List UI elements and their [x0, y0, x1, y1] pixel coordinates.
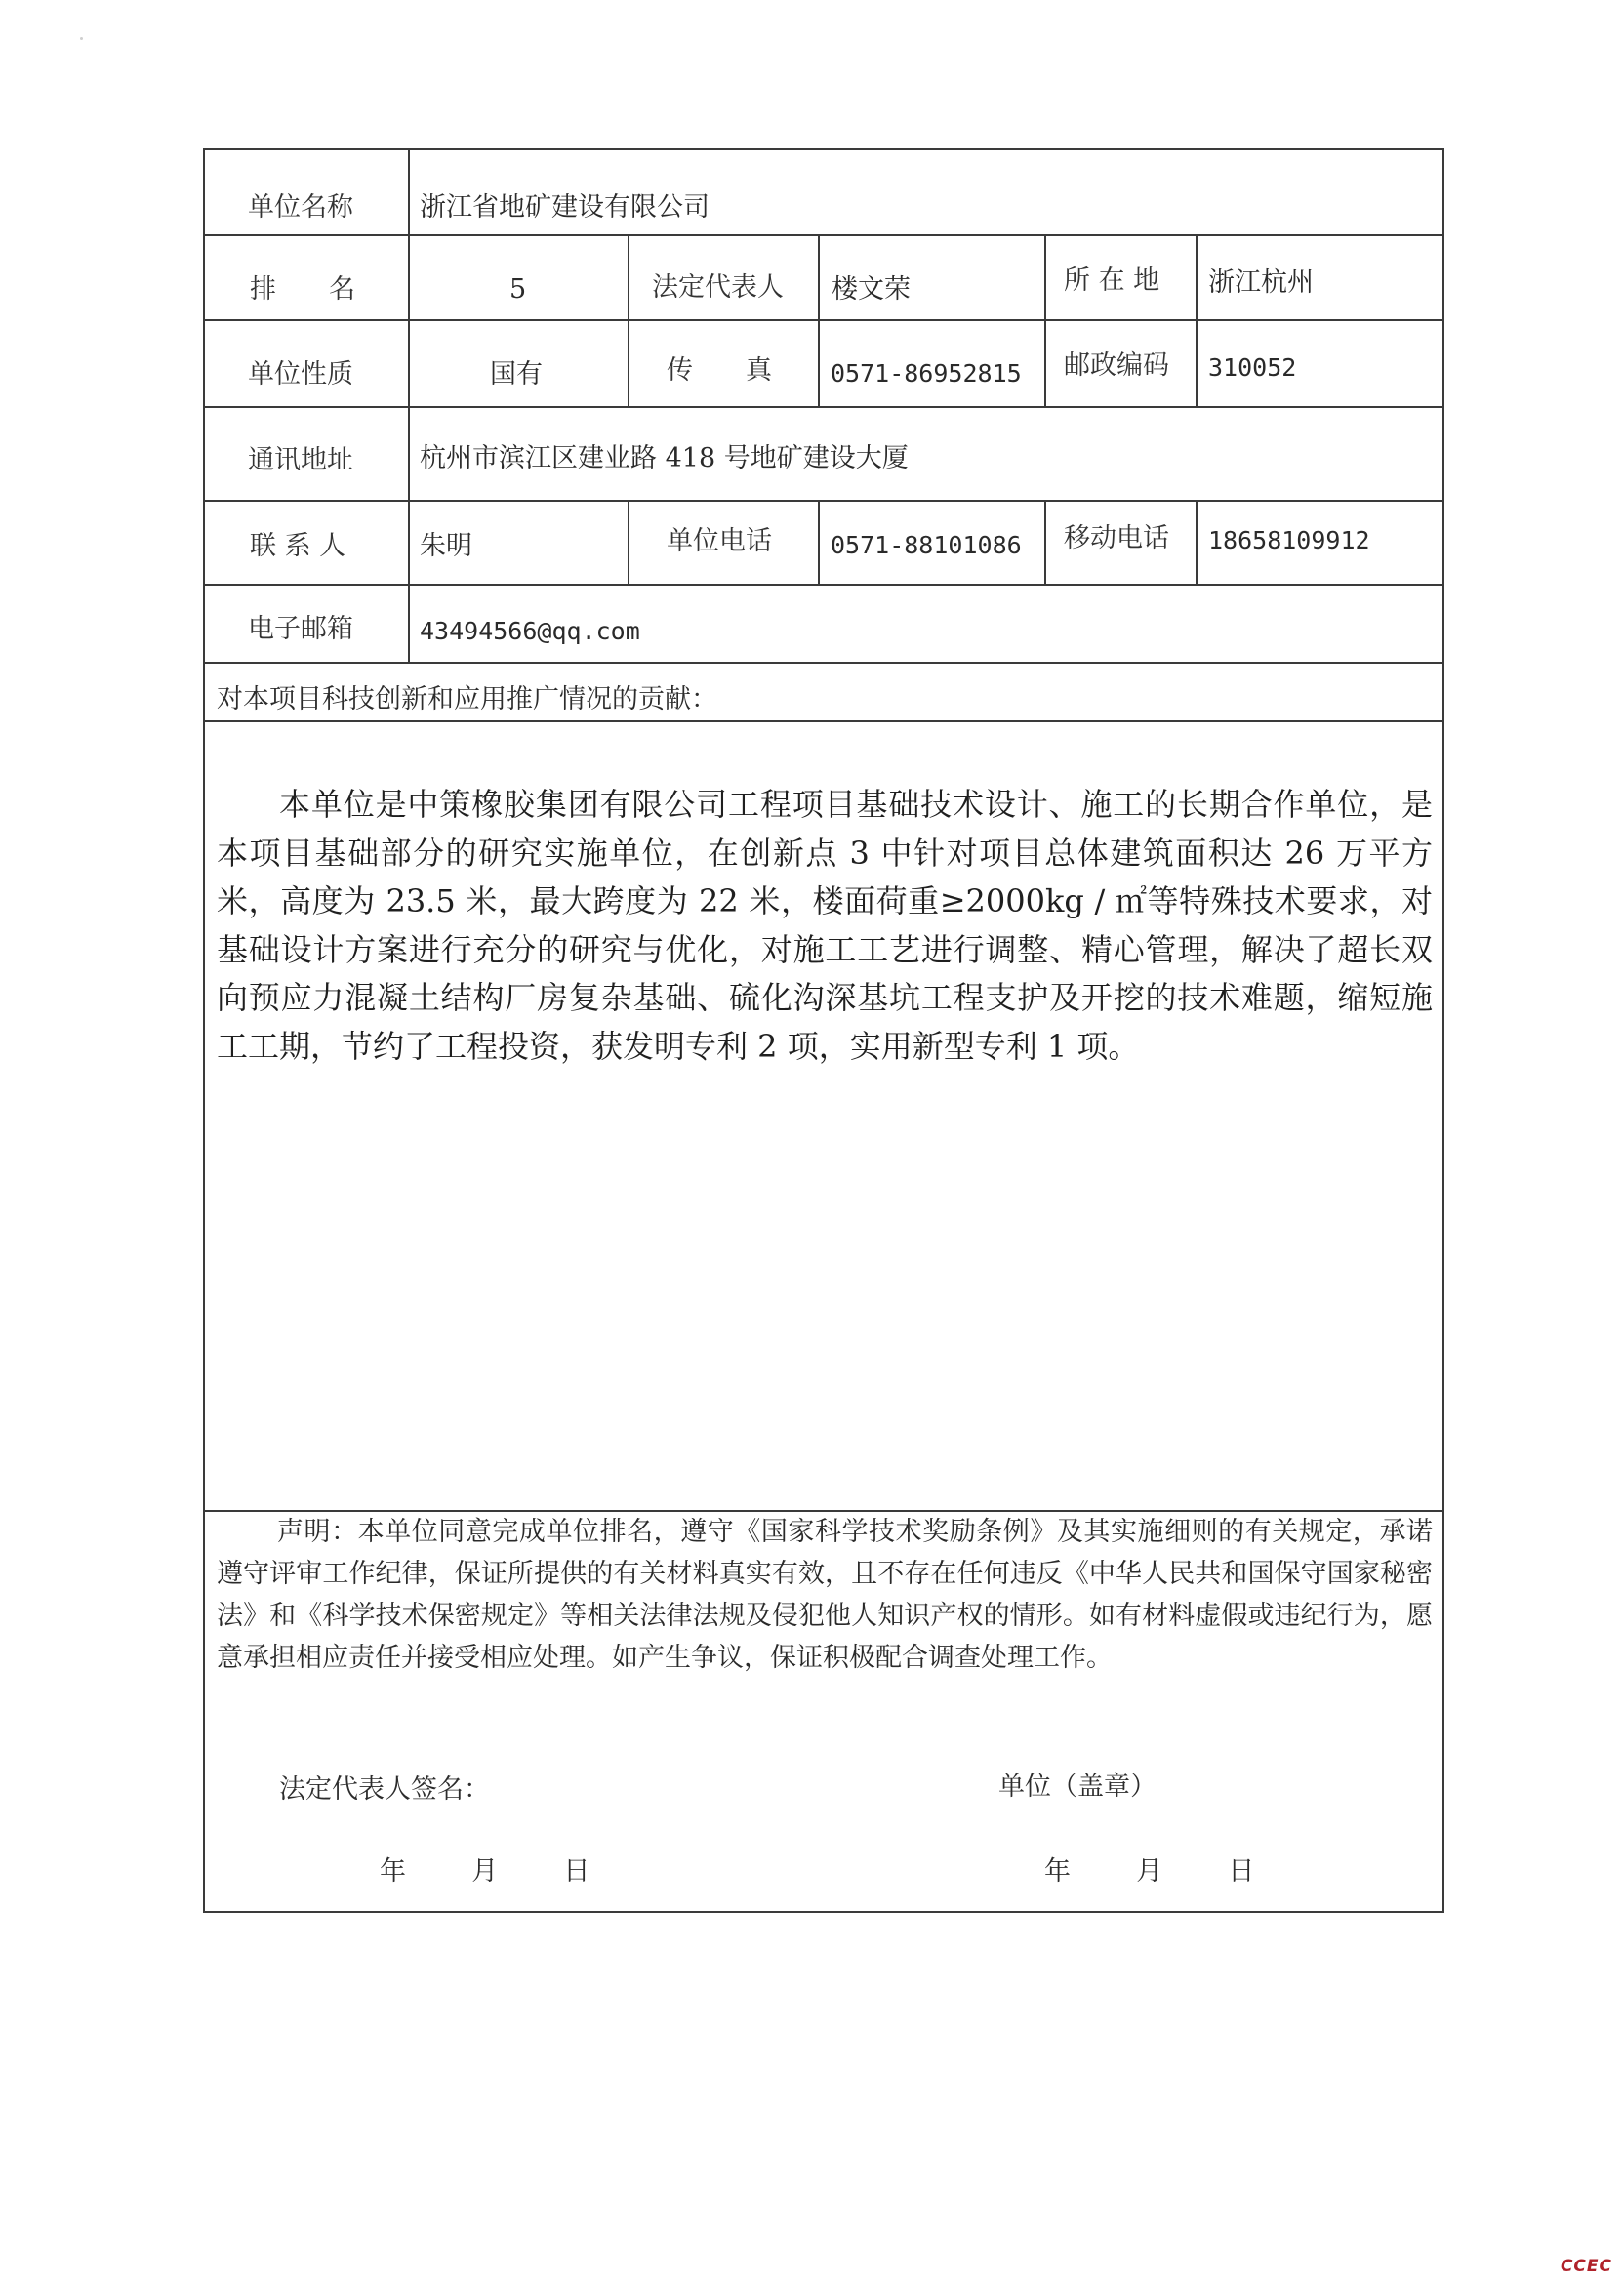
day-label: 日 — [563, 1856, 590, 1887]
year-label: 年 — [380, 1856, 406, 1887]
nature-value: 国有 — [490, 359, 543, 389]
fax-value: 0571-86952815 — [831, 359, 1022, 387]
fax-label: 传 真 — [667, 355, 772, 386]
address-value: 杭州市滨江区建业路 418 号地矿建设大厦 — [420, 443, 909, 473]
contribution-body: 本单位是中策橡胶集团有限公司工程项目基础技术设计、施工的长期合作单位，是本项目基础部分的研究实施单位，在创新点 3 中针对项目总体建筑面积达 26 万平方米，高度为 23.5 米，最大跨度为 22 米，楼面荷重≥2000kg / ㎡等特殊技术要求，对基础设计方案进行充分的研究与优化，对施工工艺进行调整、精心管理，解决了超长双向预应力混凝土结构厂房复杂基础、硫化沟深基坑工程支护及开挖的技术难题，缩短施工工期，节约了工程投资，获发明专利 2 项，实用新型专利 1 项。 — [217, 786, 1433, 1065]
column-divider — [1196, 234, 1198, 406]
row-divider — [203, 500, 1444, 502]
unit-name-value: 浙江省地矿建设有限公司 — [420, 192, 710, 223]
legal-rep-date — [380, 1855, 589, 1889]
month-label: 月 — [471, 1856, 499, 1887]
contact-value: 朱明 — [420, 531, 472, 561]
month-label: 月 — [1136, 1856, 1163, 1887]
year-label: 年 — [1044, 1856, 1071, 1887]
postcode-value: 310052 — [1208, 353, 1297, 382]
nature-label: 单位性质 — [248, 359, 353, 389]
legal-rep-signature-label: 法定代表人签名： — [279, 1774, 490, 1805]
scan-speck — [80, 37, 83, 40]
rank-label: 排 名 — [250, 274, 355, 305]
address-label: 通讯地址 — [248, 445, 353, 475]
phone-value: 0571-88101086 — [831, 531, 1022, 559]
contact-label: 联 系 人 — [250, 531, 346, 561]
row-divider — [203, 584, 1444, 586]
email-value: 43494566@qq.com — [420, 617, 640, 645]
rank-value: 5 — [509, 274, 527, 305]
ccec-watermark: CCEC — [1560, 2257, 1612, 2276]
column-divider — [1044, 234, 1046, 406]
mobile-label: 移动电话 — [1064, 523, 1169, 553]
day-label: 日 — [1228, 1856, 1255, 1887]
postcode-label: 邮政编码 — [1064, 350, 1169, 381]
row-divider — [203, 662, 1444, 664]
row-divider — [203, 234, 1444, 236]
unit-seal-label: 单位（盖章） — [998, 1772, 1157, 1802]
legal-rep-label: 法定代表人 — [652, 272, 784, 303]
column-divider — [818, 500, 820, 584]
declaration-body: 声明：本单位同意完成单位排名，遵守《国家科学技术奖励条例》及其实施细则的有关规定，承诺遵守评审工作纪律，保证所提供的有关材料真实有效，且不存在任何违反《中华人民共和国保守国家秘密法》和《科学技术保密规定》等相关法律法规及侵犯他人知识产权的情形。如有材料虚假或违纪行为，愿意承担相应责任并接受相应处理。如产生争议，保证积极配合调查处理工作。 — [217, 1517, 1433, 1673]
column-divider — [1044, 500, 1046, 584]
mobile-value: 18658109912 — [1208, 526, 1370, 554]
column-divider — [628, 234, 629, 406]
column-divider — [1196, 500, 1198, 584]
row-divider — [203, 720, 1444, 722]
column-divider — [628, 500, 629, 584]
row-divider — [203, 319, 1444, 321]
location-label: 所 在 地 — [1064, 265, 1160, 296]
unit-seal-date — [1044, 1855, 1254, 1889]
email-label: 电子邮箱 — [248, 614, 353, 644]
contribution-title: 对本项目科技创新和应用推广情况的贡献： — [217, 684, 717, 714]
legal-rep-value: 楼文荣 — [832, 274, 911, 305]
column-divider — [408, 148, 410, 662]
location-value: 浙江杭州 — [1208, 267, 1314, 298]
row-divider — [203, 406, 1444, 408]
column-divider — [818, 234, 820, 406]
unit-name-label: 单位名称 — [248, 192, 353, 223]
phone-label: 单位电话 — [667, 526, 772, 556]
